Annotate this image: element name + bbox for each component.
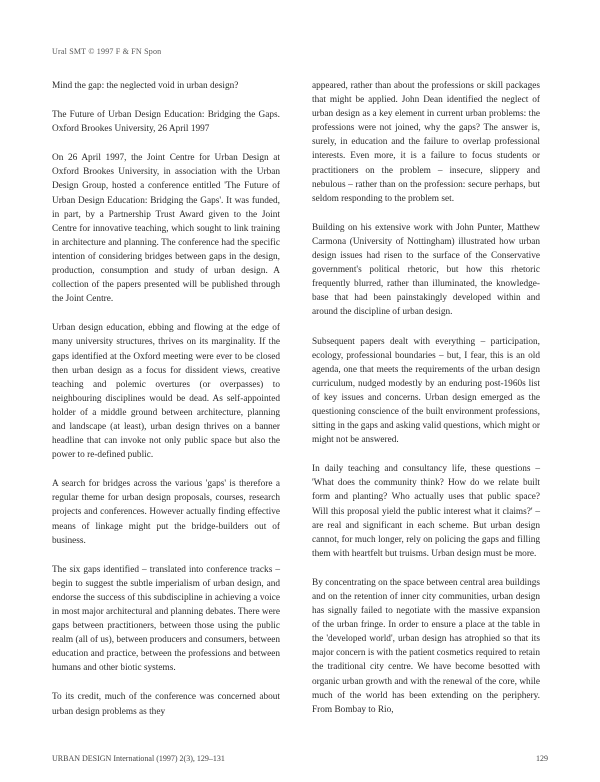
paragraph: The six gaps identified – translated into conference tracks – begin to suggest the subtle imperialism of urban design, and endorse the success of this subdiscipline in achieving a voice in most major architectural and planning debates. There were gaps between practitioners, between those using the public realm (all of us), between producers and consumers, between education and practice, between the professions and between humans and other biotic systems. xyxy=(52,564,280,674)
page-number: 129 xyxy=(536,754,548,763)
article-title: Mind the gap: the neglected void in urban design? xyxy=(52,81,239,91)
paragraph: Building on his extensive work with John Punter, Matthew Carmona (University of Nottingham) illustrated how urban design issues had risen to the surface of the Conservative government's political rhetoric, but how this rhetoric frequently blurred, rather than illuminated, the knowledge-base that had been painstakingly developed within and around the discipline of urban design. xyxy=(312,222,540,318)
right-column xyxy=(312,79,540,732)
paragraph: To its credit, much of the conference was concerned about urban design problems as they xyxy=(52,692,280,717)
paragraph: A search for bridges across the various 'gaps' is therefore a regular theme for urban design proposals, courses, research projects and conferences. However actually finding effective means of linkage might put the bridge-builders out of business. xyxy=(52,479,280,546)
event-citation: The Future of Urban Design Education: Bridging the Gaps. Oxford Brookes University, 26 April 1997 xyxy=(52,110,280,135)
paragraph: By concentrating on the space between central area buildings and on the retention of inner city communities, urban design has signally failed to negotiate with the massive expansion of the urban fringe. In order to ensure a place at the table in the 'developed world', urban design has atrophied so that its major concern is with the patient cosmetics required to retain the traditional city centre. We have become besotted with organic urban growth and with the renewal of the core, while much of the world has been extending on the periphery. From Bombay to Rio, xyxy=(312,577,540,715)
left-column xyxy=(52,79,280,734)
running-head: Ural SMT © 1997 F & FN Spon xyxy=(52,47,162,56)
paragraph: appeared, rather than about the professions or skill packages that might be applied. John Dean identified the neglect of urban design as a key element in current urban problems: the professions were not joined, why the gaps? The answer is, surely, in education and the failure to overlap professional interests. Even more, it is a failure to focus students or practitioners on the problem – insecure, slippery and nebulous – rather than on the profession: secure perhaps, but seldom responding to the problem set. xyxy=(312,81,540,204)
paragraph: Urban design education, ebbing and flowing at the edge of many university structures, thrives on its marginality. If the gaps identified at the Oxford meeting were ever to be closed then urban design as a focus for dissident views, creative teaching and polemic overtures (or overpasses) to neighbouring disciplines would be dead. As self-appointed holder of a middle ground between architecture, planning and landscape (at least), urban design thrives on a banner headline that can invoke not only public space but also the power to re-defined public. xyxy=(52,323,280,461)
paragraph: On 26 April 1997, the Joint Centre for Urban Design at Oxford Brookes University, in association with the Urban Design Group, hosted a conference entitled 'The Future of Urban Design Education: Bridging the Gaps'. It was funded, in part, by a Partnership Trust Award given to the Joint Centre for innovative teaching, which sought to link training in architecture and planning. The conference had the specific intention of considering bridges between gaps in the design, production, consumption and study of urban design. A collection of the papers presented will be published through the Joint Centre. xyxy=(52,153,280,305)
paragraph: In daily teaching and consultancy life, these questions – 'What does the community think? How do we relate built form and planting? Who actually uses that public space? Will this proposal yield the public interest what it claims?' – are real and significant in each scheme. But urban design cannot, for much longer, rely on policing the gaps and filling them with heartfelt but truisms. Urban design must be more. xyxy=(312,464,540,559)
journal-citation: URBAN DESIGN International (1997) 2(3), 129–131 xyxy=(52,754,225,763)
paragraph: Subsequent papers dealt with everything – participation, ecology, professional boundaries – but, I fear, this is an old agenda, one that meets the requirements of the urban design curriculum, nudged modestly by an enduring post-1960s list of key issues and concerns. Urban design emerged as the questioning conscience of the built environment professions, sitting in the gaps and asking valid questions, which might or might not be answered. xyxy=(312,336,541,446)
